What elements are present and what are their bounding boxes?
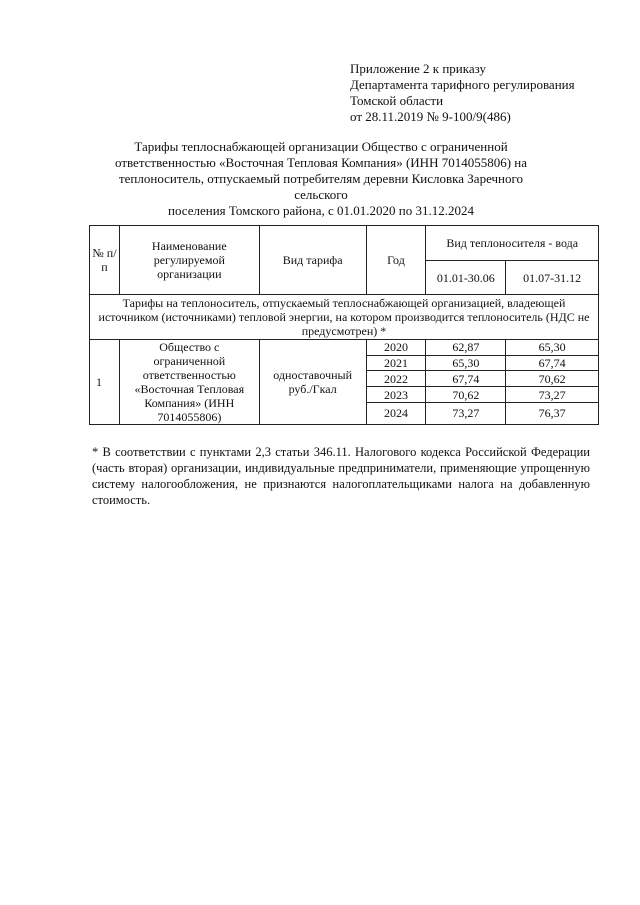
header-year: Год	[366, 226, 426, 295]
footnote: * В соответствии с пунктами 2,3 статьи 346.11. Налогового кодекса Российской Федерации (часть вторая) организации, индивидуальные предприниматели, применяющие упрощенную систему налогообложения, не признаются налогоплательщиками налога на добавленную стоимость.	[92, 445, 590, 507]
tariff-value: 70,62	[506, 371, 599, 387]
appendix-line: Томской области	[350, 93, 444, 108]
tariff-table	[89, 225, 599, 425]
appendix-line: Департамента тарифного регулирования	[350, 77, 575, 92]
appendix-line: от 28.11.2019 № 9-100/9(486)	[350, 109, 511, 124]
year-cell: 2021	[366, 355, 426, 371]
tariff-value: 62,87	[426, 340, 506, 356]
tariff-value: 67,74	[426, 371, 506, 387]
header-num: № п/п	[90, 226, 120, 295]
tariff-value: 65,30	[506, 340, 599, 356]
tariff-type: одноставочный руб./Гкал	[259, 340, 366, 425]
header-carrier: Вид теплоносителя - вода	[426, 226, 599, 261]
year-cell: 2022	[366, 371, 426, 387]
header-period-2: 01.07-31.12	[506, 261, 599, 295]
header-period-1: 01.01-30.06	[426, 261, 506, 295]
table-row	[90, 340, 599, 356]
tariff-value: 70,62	[426, 387, 506, 403]
appendix-header	[350, 61, 610, 125]
title-line: ответственностью «Восточная Тепловая Компания» (ИНН 7014055806) на	[114, 155, 528, 170]
tariff-value: 76,37	[506, 402, 599, 424]
header-row	[90, 226, 599, 261]
header-tariff-type: Вид тарифа	[259, 226, 366, 295]
title-line: теплоноситель, отпускаемый потребителям деревни Кисловка Заречного сельского	[118, 171, 524, 202]
title-line: поселения Томского района, с 01.01.2020 по 31.12.2024	[168, 203, 474, 218]
row-num: 1	[90, 340, 120, 425]
year-cell: 2024	[366, 402, 426, 424]
tariff-value: 73,27	[426, 402, 506, 424]
title-line: Тарифы теплоснабжающей организации Общество с ограниченной	[134, 139, 508, 154]
year-cell: 2020	[366, 340, 426, 356]
appendix-line: Приложение 2 к приказу	[350, 61, 487, 76]
tariff-value: 67,74	[506, 355, 599, 371]
org-name: Общество с ограниченной ответственностью «Восточная Тепловая Компания» (ИНН 7014055806)	[119, 340, 259, 425]
year-cell: 2023	[366, 387, 426, 403]
document-title	[96, 139, 546, 219]
section-row	[90, 295, 599, 340]
tariff-value: 73,27	[506, 387, 599, 403]
tariff-value: 65,30	[426, 355, 506, 371]
section-heading: Тарифы на теплоноситель, отпускаемый теплоснабжающей организацией, владеющей источником (источниками) тепловой энергии, на котором производится теплоноситель (НДС не предусмотрен) *	[90, 295, 599, 340]
header-org: Наименование регулируемой организации	[119, 226, 259, 295]
